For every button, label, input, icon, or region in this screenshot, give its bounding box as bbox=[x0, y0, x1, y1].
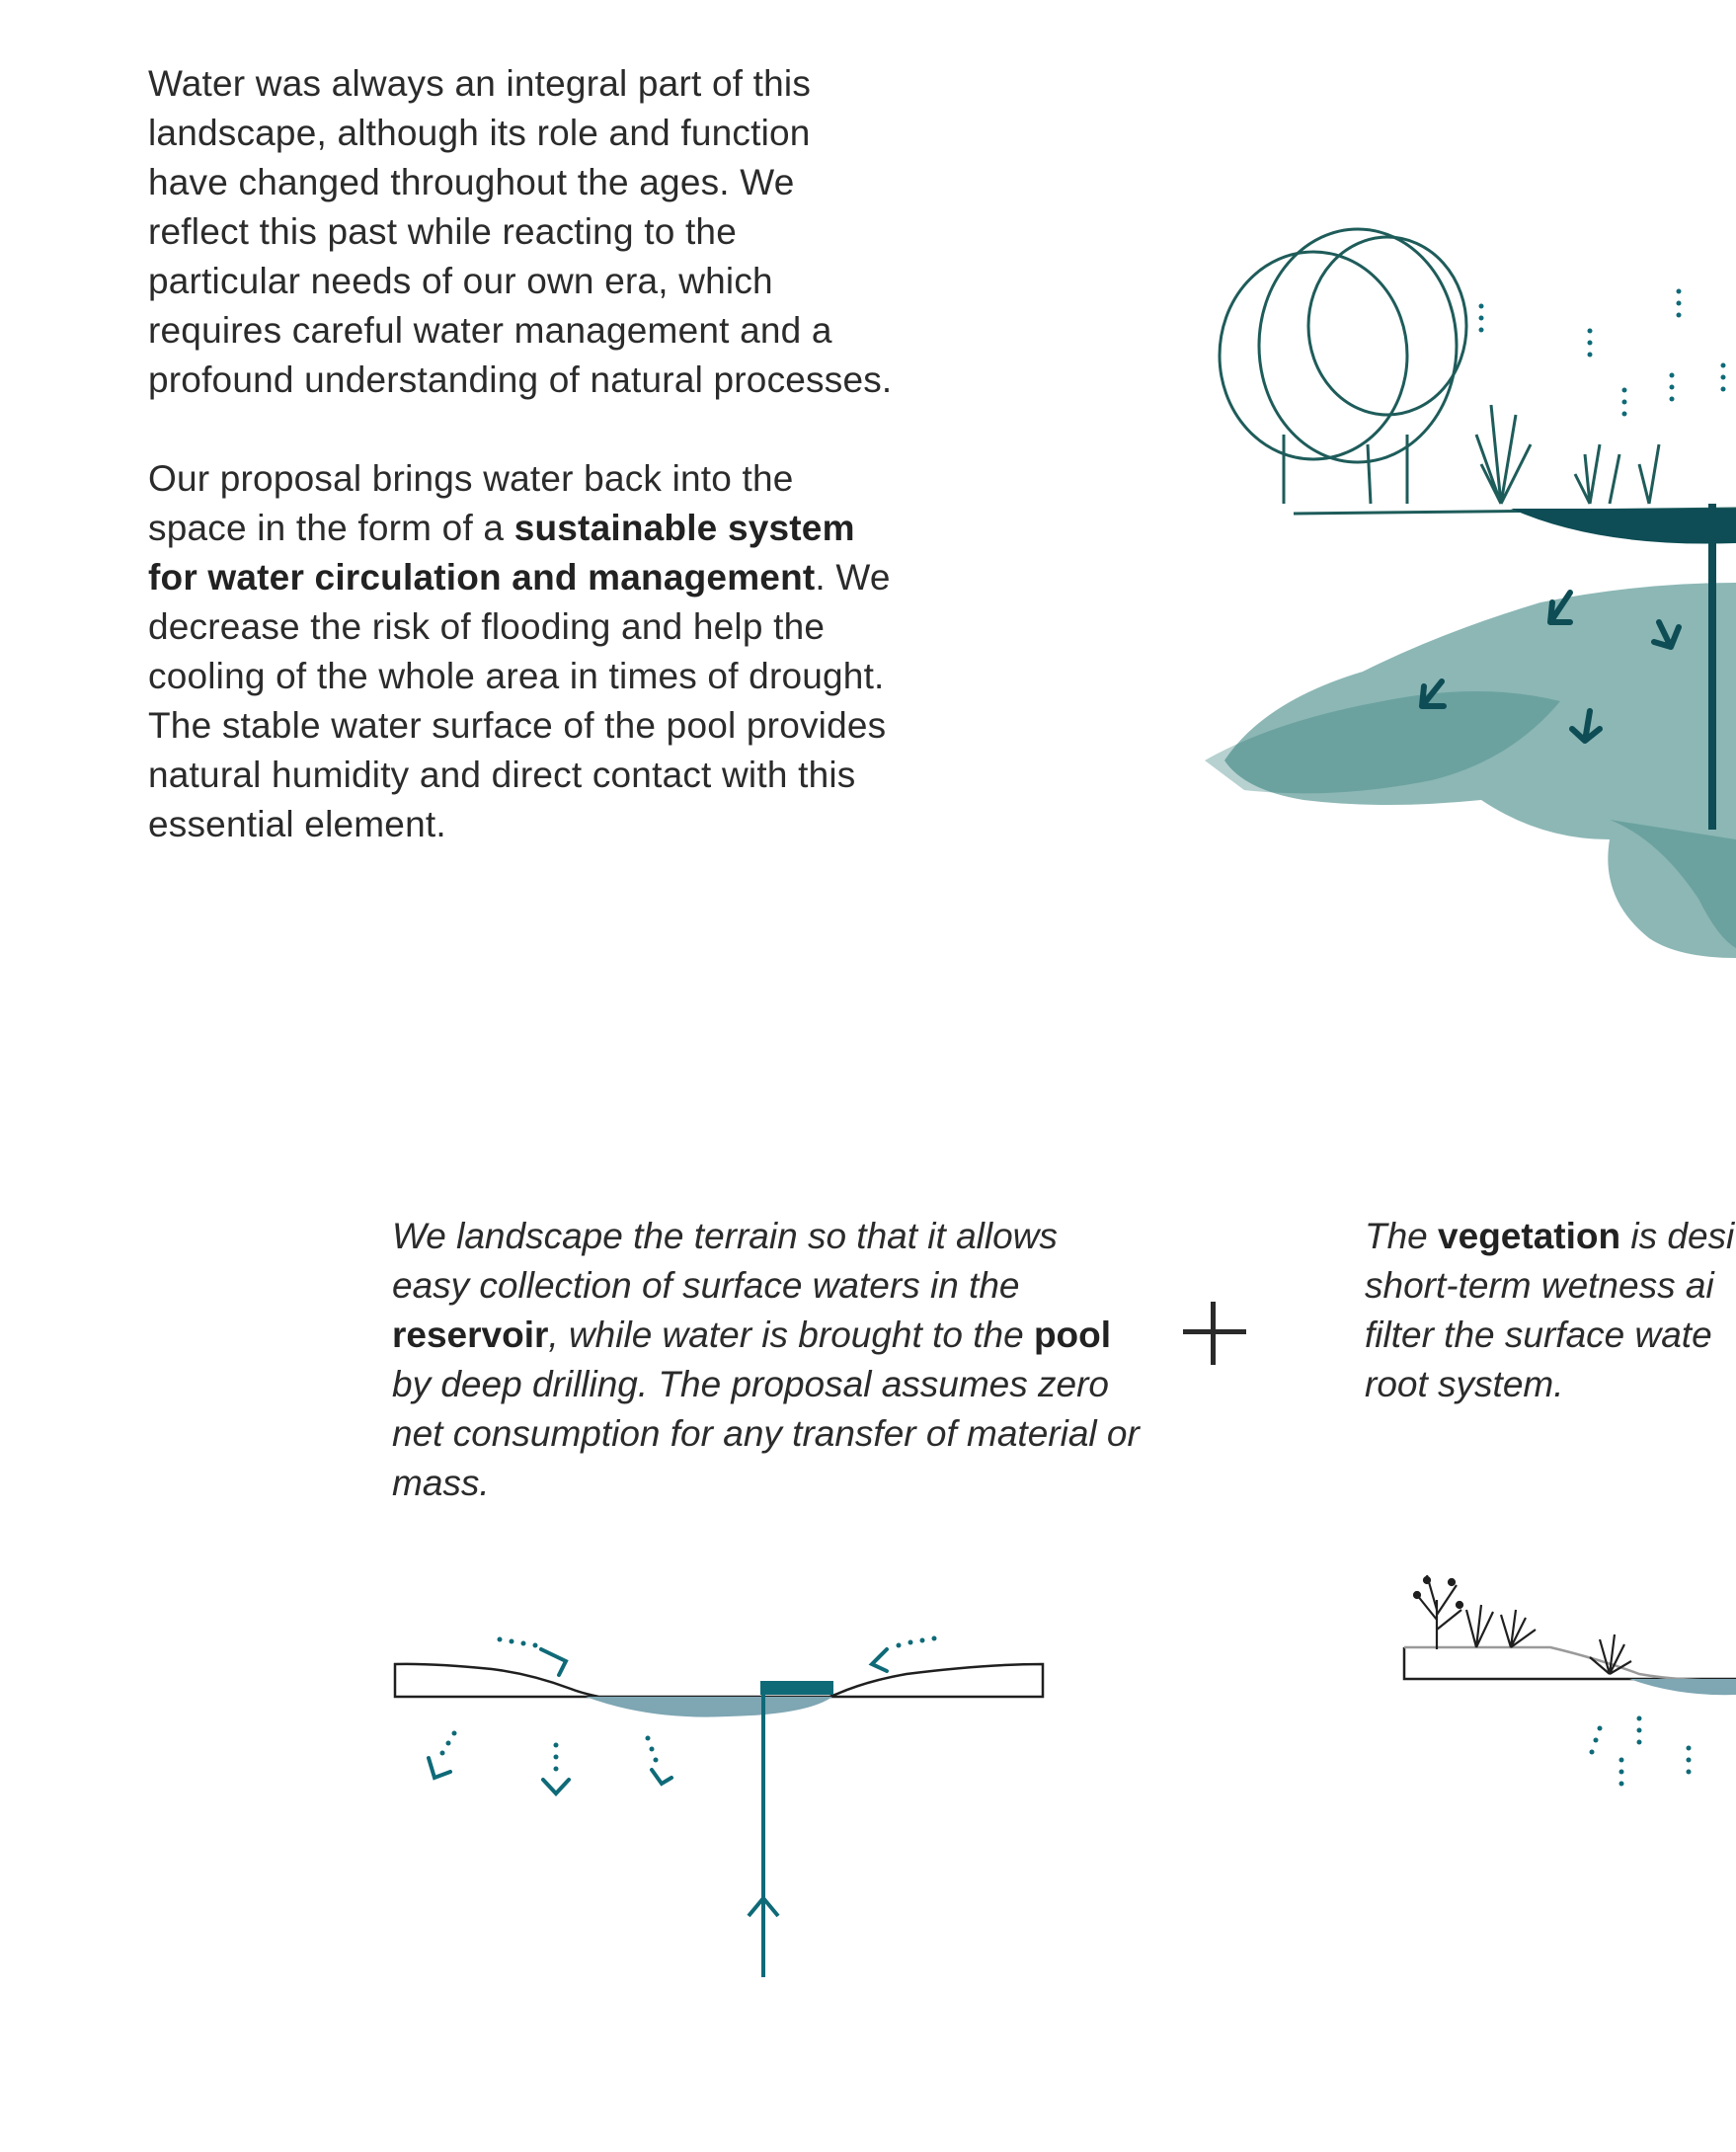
caption-text-3: by deep drilling. The proposal assumes zero net consumption for any transfer of material or mass. bbox=[392, 1364, 1140, 1503]
infiltration-dots bbox=[1590, 1716, 1692, 1787]
vegetation-caption-start: The bbox=[1365, 1216, 1439, 1256]
landscape-sketch-illustration bbox=[1185, 207, 1736, 958]
intro-paragraph-2 bbox=[148, 454, 899, 849]
vegetation-section-diagram bbox=[1402, 1541, 1736, 1797]
water-body-right bbox=[1629, 1679, 1736, 1695]
vegetation-caption-line-4: root system. bbox=[1365, 1364, 1564, 1404]
pool-platform bbox=[760, 1681, 833, 1695]
vegetation-caption-after: is desi bbox=[1620, 1216, 1735, 1256]
vegetation-caption-line-3: filter the surface wate bbox=[1365, 1315, 1712, 1355]
intro-p2-highlight: sustainable system for water circulation and management bbox=[148, 508, 855, 598]
water-body bbox=[586, 1697, 832, 1717]
tree-sketch bbox=[1220, 229, 1736, 514]
shrub-sketch bbox=[1476, 405, 1659, 504]
intro-p2-end: . We decrease the risk of flooding and help the cooling of the whole area in times of drought. The stable water surface of the pool provides natural humidity and direct contact with this essential element. bbox=[148, 557, 891, 844]
vegetation-caption-line-2: short-term wetness ai bbox=[1365, 1265, 1714, 1306]
vegetation-caption bbox=[1365, 1212, 1736, 1409]
plus-icon bbox=[1175, 1294, 1254, 1373]
caption-text-2: , while water is brought to the bbox=[548, 1315, 1034, 1355]
caption-bold-vegetation: vegetation bbox=[1438, 1216, 1621, 1256]
vegetation-caption-line-1 bbox=[1365, 1212, 1736, 1261]
intro-paragraph-1: Water was always an integral part of this landscape, although its role and function have changed throughout the ages. We reflect this past while reacting to the particular needs of our own era, which requires careful water management and a profound understanding of natural processes. bbox=[148, 63, 893, 400]
rain-dots bbox=[1479, 289, 1726, 417]
intro-p2-start: Our proposal brings water back into the space in the form of a bbox=[148, 458, 794, 548]
caption-bold-reservoir: reservoir bbox=[392, 1315, 549, 1355]
reservoir-section-diagram bbox=[393, 1620, 1045, 1985]
reservoir-caption bbox=[392, 1212, 1143, 1508]
intro-text bbox=[148, 59, 899, 849]
caption-text-1: We landscape the terrain so that it allows easy collection of surface waters in the bbox=[392, 1216, 1058, 1306]
caption-bold-pool: pool bbox=[1033, 1315, 1112, 1355]
terrain-section-right bbox=[1404, 1647, 1736, 1681]
